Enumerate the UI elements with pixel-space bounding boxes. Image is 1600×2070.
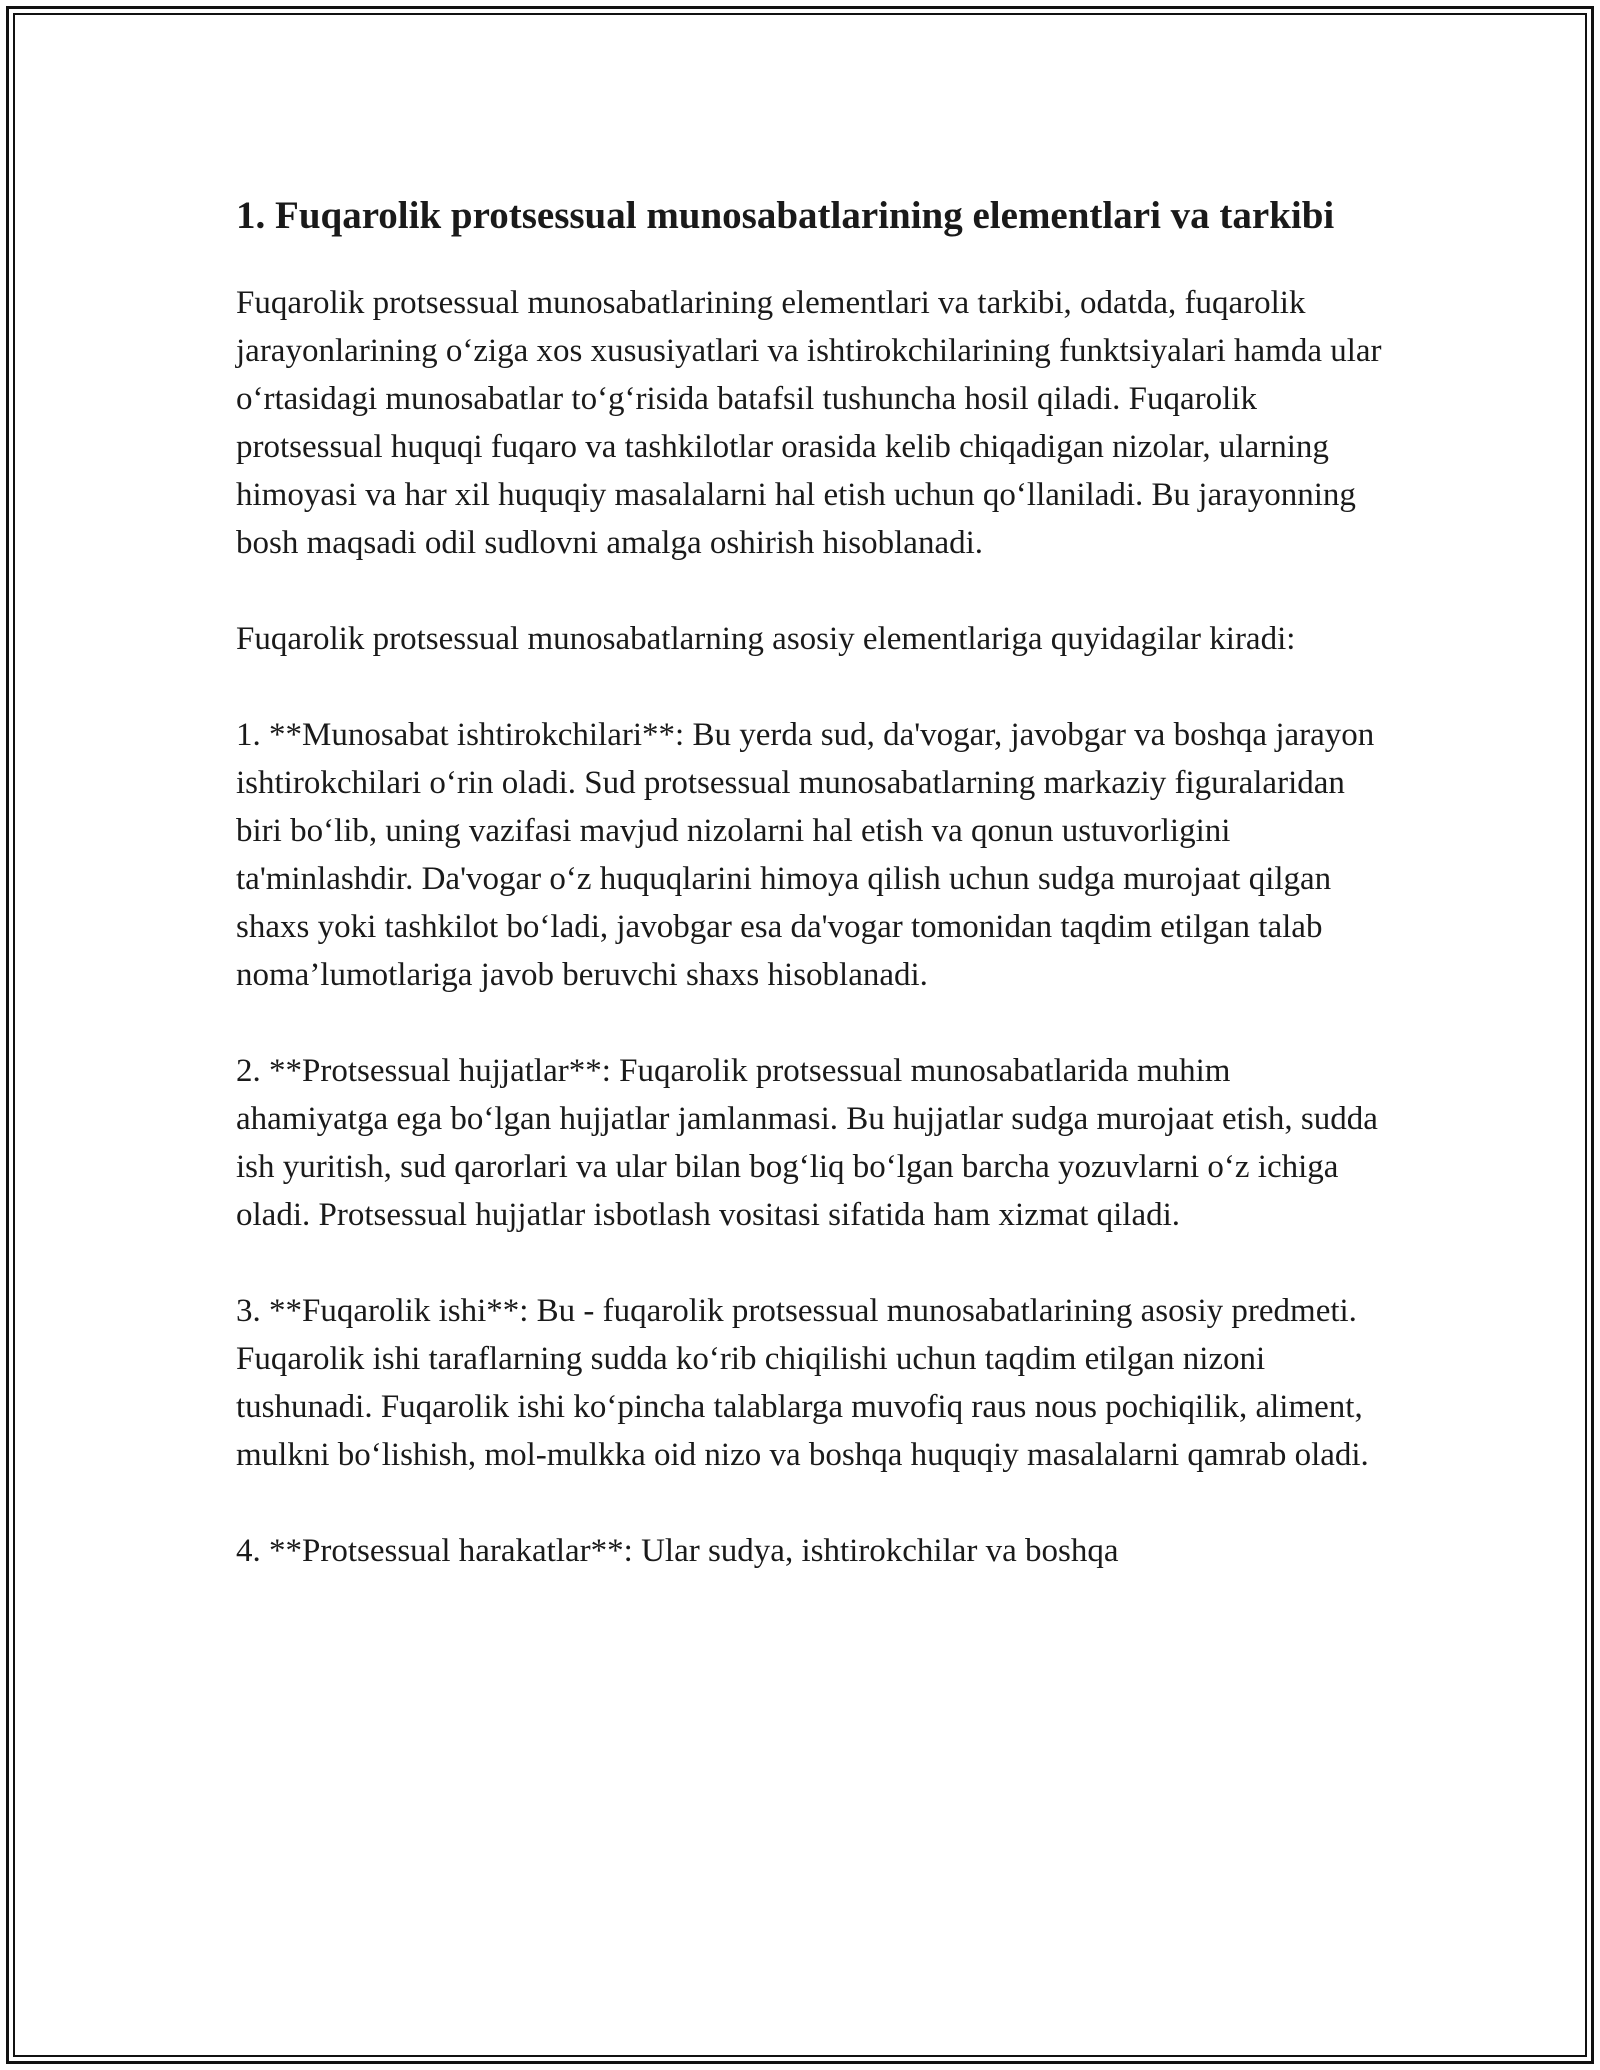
paragraph-item-documents: 2. **Protsessual hujjatlar**: Fuqarolik protsessual munosabatlarida muhim ahamiyatga ega bo‘lgan hujjatlar jamlanmasi. Bu hujjatlar sudga murojaat etish, sudda ish yuritish, sud qarorlari va ular bilan bog‘liq bo‘lgan barcha yozuvlarni o‘z ichiga oladi. Protsessual hujjatlar isbotlash vositasi sifatida ham xizmat qiladi. [236, 1053, 1378, 1233]
paragraph-item-actions: 4. **Protsessual harakatlar**: Ular sudya, ishtirokchilar va boshqa [236, 1533, 1119, 1569]
paragraph-item-civil-case: 3. **Fuqarolik ishi**: Bu - fuqarolik protsessual munosabatlarining asosiy predmeti. Fuqarolik ishi taraflarning sudda ko‘rib chiqilishi uchun taqdim etilgan nizoni tushunadi. Fuqarolik ishi ko‘pincha talablarga muvofiq raus nous pochiqilik, aliment, mulkni bo‘lishish, mol-mulkka oid nizo va boshqa huquqiy masalalarni qamrab oladi. [236, 1293, 1369, 1473]
paragraph-intro: Fuqarolik protsessual munosabatlarining elementlari va tarkibi, odatda, fuqarolik jarayonlarining o‘ziga xos xususiyatlari va ishtirokchilarining funktsiyalari hamda ular o‘rtasidagi munosabatlar to‘g‘risida batafsil tushuncha hosil qiladi. Fuqarolik protsessual huquqi fuqaro va tashkilotlar orasida kelib chiqadigan nizolar, ularning himoyasi va har xil huquqiy masalalarni hal etish uchun qo‘llaniladi. Bu jarayonning bosh maqsadi odil sudlovni amalga oshirish hisoblanadi. [236, 285, 1382, 561]
paragraph-elements-lead: Fuqarolik protsessual munosabatlarning asosiy elementlariga quyidagilar kiradi: [236, 621, 1296, 657]
paragraph-item-participants: 1. **Munosabat ishtirokchilari**: Bu yerda sud, da'vogar, javobgar va boshqa jarayon ishtirokchilari o‘rin oladi. Sud protsessual munosabatlarning markaziy figuralaridan biri bo‘lib, uning vazifasi mavjud nizolarni hal etish va qonun ustuvorligini ta'minlashdir. Da'vogar o‘z huquqlarini himoya qilish uchun sudga murojaat qilgan shaxs yoki tashkilot bo‘ladi, javobgar esa da'vogar tomonidan taqdim etilgan talab noma’lumotlariga javob beruvchi shaxs hisoblanadi. [236, 717, 1375, 993]
document-body [236, 188, 1386, 1623]
section-heading: 1. Fuqarolik protsessual munosabatlarining elementlari va tarkibi [236, 194, 1335, 237]
